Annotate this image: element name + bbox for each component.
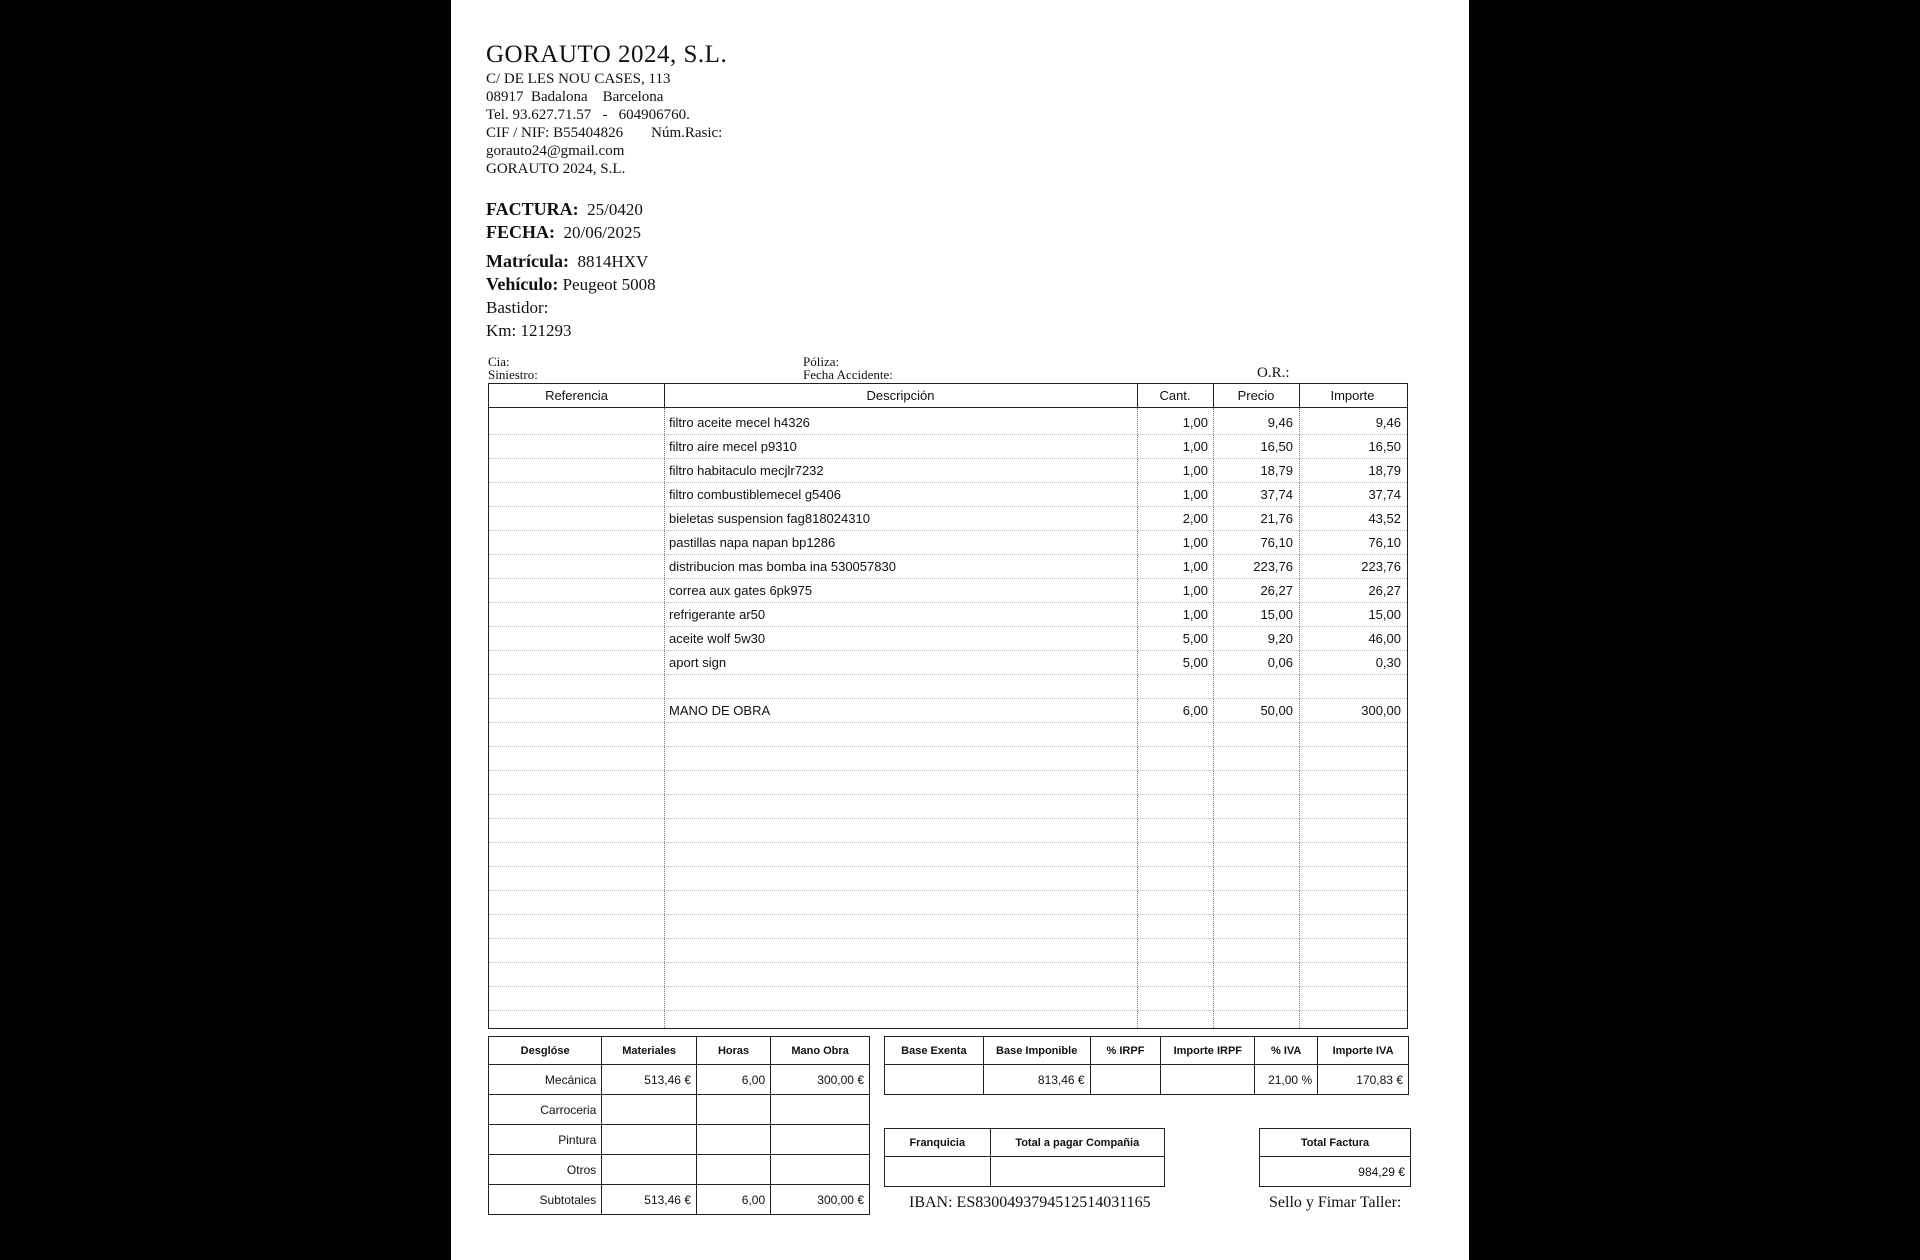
vehiculo-label: Vehículo:: [486, 274, 559, 294]
base-imponible-header: Base Imponible: [983, 1037, 1090, 1065]
header-referencia: Referencia: [545, 388, 608, 403]
horas-value: [697, 1155, 771, 1185]
item-description: distribucion mas bomba ina 530057830: [669, 559, 896, 574]
item-amount: 0,30: [1375, 655, 1401, 670]
table-row: [489, 435, 1407, 459]
item-description: filtro combustiblemecel g5406: [669, 487, 841, 502]
horas-value: 6,00: [697, 1185, 771, 1215]
item-description: refrigerante ar50: [669, 607, 766, 622]
irpf-importe-value: [1161, 1065, 1255, 1095]
total-value-row: [1260, 1157, 1411, 1187]
vehiculo-line: [486, 273, 656, 296]
item-price: 18,79: [1260, 463, 1293, 478]
header-cant: Cant.: [1159, 388, 1191, 403]
table-row: [489, 819, 1407, 843]
materiales-value: [602, 1125, 697, 1155]
header-precio: Precio: [1237, 388, 1275, 403]
item-description: filtro habitaculo mecjlr7232: [669, 463, 824, 478]
company-city: 08917 Badalona Barcelona: [486, 89, 664, 105]
factura-label: FACTURA:: [486, 199, 579, 219]
desglose-category: Mecánica: [489, 1065, 602, 1095]
invoice-info: [486, 198, 656, 342]
franquicia-table: [884, 1128, 1165, 1187]
irpf-pct-header: % IRPF: [1090, 1037, 1161, 1065]
company-phone: Tel. 93.627.71.57 - 604906760.: [486, 107, 690, 123]
item-quantity: 1,00: [1182, 535, 1208, 550]
company-email: gorauto24@gmail.com: [486, 143, 625, 159]
item-price: 0,06: [1267, 655, 1293, 670]
km-label: Km:: [486, 321, 517, 340]
materiales-value: 513,46 €: [602, 1185, 697, 1215]
item-price: 21,76: [1260, 511, 1293, 526]
horas-value: [697, 1095, 771, 1125]
desglose-row: [489, 1125, 870, 1155]
header-divider: [1213, 384, 1214, 408]
table-row: [489, 915, 1407, 939]
item-amount: 76,10: [1368, 535, 1401, 550]
item-amount: 300,00: [1361, 703, 1401, 718]
desglose-row: [489, 1095, 870, 1125]
item-description: filtro aceite mecel h4326: [669, 415, 810, 430]
company-cif: CIF / NIF: B55404826: [486, 125, 624, 141]
item-description: correa aux gates 6pk975: [669, 583, 813, 598]
item-amount: 15,00: [1368, 607, 1401, 622]
irpf-importe-header: Importe IRPF: [1161, 1037, 1255, 1065]
table-row: [489, 963, 1407, 987]
vehiculo-value: Peugeot 5008: [562, 275, 656, 294]
franquicia-value-row: [885, 1157, 1165, 1187]
iva-importe-value: 170,83 €: [1318, 1065, 1409, 1095]
item-quantity: 5,00: [1182, 655, 1208, 670]
table-row: [489, 747, 1407, 771]
company-header: [486, 40, 727, 178]
table-row: [489, 891, 1407, 915]
fecha-label: FECHA:: [486, 222, 555, 242]
irpf-pct-value: [1090, 1065, 1161, 1095]
total-compania-header: Total a pagar Compañia: [990, 1129, 1165, 1157]
item-amount: 9,46: [1375, 415, 1401, 430]
table-row: [489, 579, 1407, 603]
item-price: 26,27: [1260, 583, 1293, 598]
header-divider: [1299, 384, 1300, 408]
table-row: [489, 867, 1407, 891]
table-row: [489, 411, 1407, 435]
table-row: [489, 795, 1407, 819]
table-row: [489, 675, 1407, 699]
base-imponible-value: 813,46 €: [983, 1065, 1090, 1095]
header-importe: Importe: [1330, 388, 1375, 403]
franquicia-value: [885, 1157, 991, 1187]
item-amount: 37,74: [1368, 487, 1401, 502]
franquicia-header-row: [885, 1129, 1165, 1157]
desglose-row: [489, 1155, 870, 1185]
item-quantity: 6,00: [1182, 703, 1208, 718]
table-row: [489, 555, 1407, 579]
item-quantity: 5,00: [1182, 631, 1208, 646]
item-description: aceite wolf 5w30: [669, 631, 766, 646]
company-name-small: GORAUTO 2024, S.L.: [486, 161, 626, 177]
table-row: [489, 987, 1407, 1011]
items-table: [488, 383, 1408, 1029]
desglose-category: Carroceria: [489, 1095, 602, 1125]
desglose-table: [488, 1036, 870, 1215]
mano-obra-value: 300,00 €: [771, 1065, 870, 1095]
materiales-value: [602, 1095, 697, 1125]
total-factura-table: [1259, 1128, 1411, 1187]
item-description: filtro aire mecel p9310: [669, 439, 797, 454]
item-price: 16,50: [1260, 439, 1293, 454]
item-price: 223,76: [1253, 559, 1293, 574]
item-price: 76,10: [1260, 535, 1293, 550]
table-row: [489, 699, 1407, 723]
fecha-accidente-label: Fecha Accidente:: [803, 367, 893, 382]
base-exenta-header: Base Exenta: [885, 1037, 984, 1065]
horas-value: 6,00: [697, 1065, 771, 1095]
matricula-value: 8814HXV: [577, 252, 649, 271]
item-quantity: 2,00: [1182, 511, 1208, 526]
fecha-value: 20/06/2025: [563, 223, 641, 242]
desglose-category: Pintura: [489, 1125, 602, 1155]
siniestro-label: Siniestro:: [488, 367, 538, 382]
item-quantity: 1,00: [1182, 487, 1208, 502]
item-amount: 16,50: [1368, 439, 1401, 454]
materiales-value: [602, 1155, 697, 1185]
item-amount: 26,27: [1368, 583, 1401, 598]
mano-obra-value: 300,00 €: [771, 1185, 870, 1215]
impuestos-value-row: [885, 1065, 1409, 1095]
table-row: [489, 459, 1407, 483]
header-descripcion: Descripción: [866, 388, 935, 403]
table-row: [489, 939, 1407, 963]
cia-label: Cia:: [488, 354, 510, 369]
total-factura-header: Total Factura: [1260, 1129, 1411, 1157]
item-quantity: 1,00: [1182, 583, 1208, 598]
table-row: [489, 627, 1407, 651]
total-compania-value: [990, 1157, 1165, 1187]
item-price: 37,74: [1260, 487, 1293, 502]
table-row: [489, 603, 1407, 627]
or-label: O.R.:: [1257, 365, 1290, 381]
poliza-label: Póliza:: [803, 354, 840, 369]
km-value: 121293: [520, 321, 572, 340]
table-row: [489, 843, 1407, 867]
item-price: 15,00: [1260, 607, 1293, 622]
base-exenta-value: [885, 1065, 984, 1095]
mano-obra-value: [771, 1125, 870, 1155]
item-quantity: 1,00: [1182, 559, 1208, 574]
table-row: [489, 723, 1407, 747]
table-row: [489, 771, 1407, 795]
total-factura-value: 984,29 €: [1260, 1157, 1411, 1187]
km-line: [486, 319, 656, 342]
materiales-header: Materiales: [602, 1037, 697, 1065]
company-address: C/ DE LES NOU CASES, 113: [486, 71, 671, 87]
item-price: 50,00: [1260, 703, 1293, 718]
iva-importe-header: Importe IVA: [1318, 1037, 1409, 1065]
desglose-row: [489, 1185, 870, 1215]
impuestos-table: [884, 1036, 1409, 1095]
desglose-header-row: [489, 1037, 870, 1065]
item-amount: 43,52: [1368, 511, 1401, 526]
item-amount: 46,00: [1368, 631, 1401, 646]
iva-pct-header: % IVA: [1255, 1037, 1318, 1065]
item-quantity: 1,00: [1182, 439, 1208, 454]
table-row: [489, 531, 1407, 555]
header-divider: [664, 384, 665, 408]
fecha-line: [486, 221, 656, 244]
item-description: aport sign: [669, 655, 727, 670]
item-quantity: 1,00: [1182, 415, 1208, 430]
item-description: MANO DE OBRA: [669, 703, 771, 718]
table-row: [489, 507, 1407, 531]
company-cif-line: [486, 124, 727, 142]
item-quantity: 1,00: [1182, 607, 1208, 622]
num-rasic-label: Núm.Rasic:: [651, 125, 723, 141]
mano-obra-value: [771, 1155, 870, 1185]
matricula-line: [486, 250, 656, 273]
item-price: 9,20: [1267, 631, 1293, 646]
item-amount: 18,79: [1368, 463, 1401, 478]
item-description: pastillas napa napan bp1286: [669, 535, 836, 550]
item-quantity: 1,00: [1182, 463, 1208, 478]
desglose-header: Desglóse: [489, 1037, 602, 1065]
desglose-category: Otros: [489, 1155, 602, 1185]
horas-value: [697, 1125, 771, 1155]
sello-firma-label: Sello y Fimar Taller:: [1269, 1194, 1402, 1211]
header-divider: [1137, 384, 1138, 408]
materiales-value: 513,46 €: [602, 1065, 697, 1095]
desglose-category: Subtotales: [489, 1185, 602, 1215]
item-amount: 223,76: [1361, 559, 1401, 574]
item-price: 9,46: [1267, 415, 1293, 430]
invoice-page: [451, 0, 1469, 1260]
item-description: bieletas suspension fag818024310: [669, 511, 870, 526]
factura-number: 25/0420: [587, 200, 643, 219]
mano-obra-value: [771, 1095, 870, 1125]
factura-line: [486, 198, 656, 221]
company-name: GORAUTO 2024, S.L.: [486, 41, 728, 68]
total-header-row: [1260, 1129, 1411, 1157]
desglose-row: [489, 1065, 870, 1095]
horas-header: Horas: [697, 1037, 771, 1065]
iban: IBAN: ES8300493794512514031165: [909, 1194, 1151, 1211]
table-row: [489, 483, 1407, 507]
mano-obra-header: Mano Obra: [771, 1037, 870, 1065]
items-table-header: [489, 384, 1407, 408]
table-row: [489, 651, 1407, 675]
iva-pct-value: 21,00 %: [1255, 1065, 1318, 1095]
franquicia-header: Franquicia: [885, 1129, 991, 1157]
matricula-label: Matrícula:: [486, 251, 569, 271]
impuestos-header-row: [885, 1037, 1409, 1065]
bastidor-label: Bastidor:: [486, 298, 549, 317]
